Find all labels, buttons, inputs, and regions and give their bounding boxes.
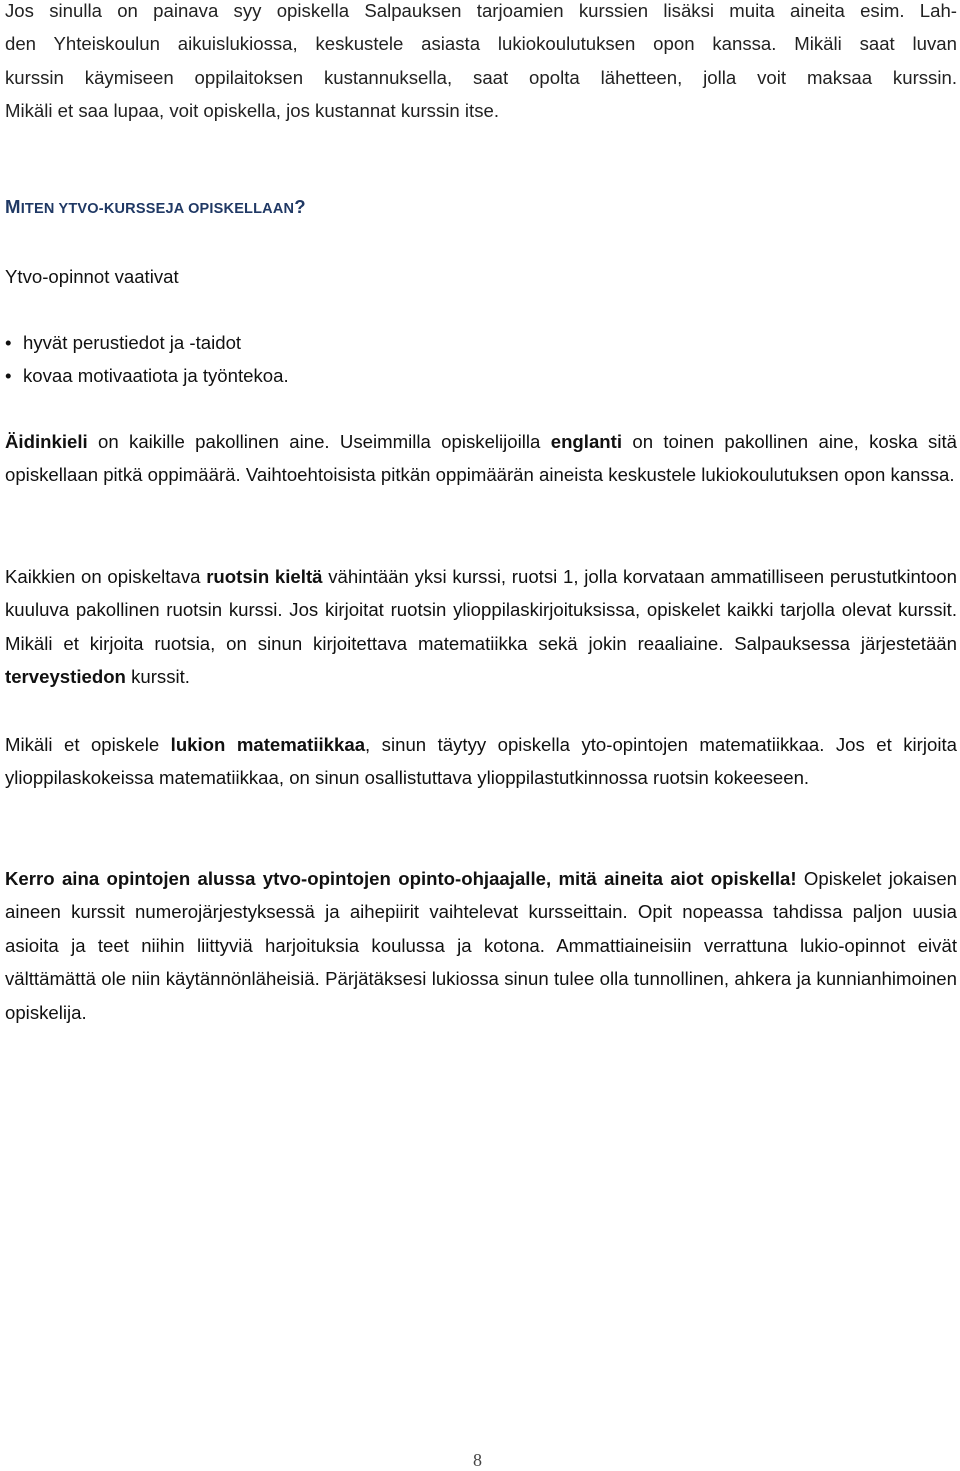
list-item-text: hyvät perustiedot ja -taidot bbox=[23, 332, 242, 353]
body-text: , sinun täytyy opiskella yto-opintojen matematiikkaa. Jos et kirjoita ylioppilaskokeissa matematiikkaa, on sinun osallistuttava ylioppilastutkinnossa ruotsin kokeeseen. bbox=[5, 734, 957, 789]
bold-text: Äidinkieli bbox=[5, 431, 88, 452]
bold-text: englanti bbox=[550, 431, 623, 452]
body-text: kurssit. bbox=[125, 666, 190, 688]
list-item bbox=[5, 359, 289, 392]
paragraph-languages bbox=[5, 425, 957, 492]
text-line: den Yhteiskoulun aikuislukiossa, keskustele asiasta lukiokoulutuksen opon kanssa. Mikäli saat luvan bbox=[5, 33, 957, 55]
text-line: Mikäli et saa lupaa, voit opiskella, jos kustannat kurssin itse. bbox=[5, 100, 500, 122]
heading-part: YTVO bbox=[58, 201, 99, 217]
heading-part: - bbox=[98, 201, 104, 217]
bullet-icon: • bbox=[5, 365, 12, 386]
paragraph-intro bbox=[5, 0, 957, 128]
requirements-list bbox=[5, 326, 289, 392]
bold-text: ruotsin kieltä bbox=[206, 566, 323, 587]
list-item-text: kovaa motivaatiota ja työntekoa. bbox=[23, 365, 289, 386]
text-line: Jos sinulla on painava syy opiskella Salpauksen tarjoamien kurssien lisäksi muita aineita esim. Lah- bbox=[5, 0, 957, 21]
body-text: Kaikkien on opiskeltava bbox=[5, 566, 207, 587]
body-text: Opiskelet jokaisen aineen kurssit numerojärjestyksessä ja aihepiirit vaihtelevat kursseittain. Opit nopeassa tahdissa paljon uusia asioita ja teet niihin liittyviä harjoituksia koulussa ja kotona. Ammattiaineisiin verrattuna lukio-opinnot eivät välttämättä ole niin käytännönläheisiä. Pärjätäksesi lukiossa sinun tulee olla tunnollinen, ahkera ja kunnianhimoinen opiskelija. bbox=[5, 868, 957, 1023]
heading-part: M bbox=[5, 196, 21, 217]
bold-text: lukion matematiikkaa bbox=[170, 734, 366, 755]
section-heading bbox=[5, 196, 306, 218]
heading-part: ? bbox=[294, 196, 306, 217]
body-text: on toinen pakollinen aine, koska sitä opiskellaan pitkä oppimäärä. Vaihtoehtoisista pitkän oppimäärän aineista keskustele lukiokoulutuksen opon kanssa. bbox=[5, 431, 957, 486]
bold-text: terveystiedon bbox=[5, 666, 126, 688]
paragraph-swedish bbox=[5, 560, 957, 694]
bullet-icon: • bbox=[5, 332, 12, 353]
requirements-intro: Ytvo-opinnot vaativat bbox=[5, 266, 179, 287]
bold-text: Kerro aina opintojen alussa ytvo-opintojen opinto-ohjaajalle, mitä aineita aiot opiskella! bbox=[5, 868, 797, 889]
list-item bbox=[5, 326, 289, 359]
heading-part: ITEN bbox=[20, 201, 59, 217]
text-line: kurssin käymiseen oppilaitoksen kustannuksella, saat opolta lähetteen, jolla voit maksaa kurssin. bbox=[5, 66, 957, 88]
body-text: vähintään yksi kurssi, ruotsi 1, jolla korvataan ammatilliseen perustutkintoon kuuluva pakollinen ruotsin kurssi. Jos kirjoitat ruotsin ylioppilaskirjoituksissa, opiskelet kaikki tarjolla olevat kurssit. Mikäli et kirjoita ruotsia, on sinun kirjoitettava matematiikka sekä jokin reaaliaine. Salpauksessa järjestetään bbox=[5, 566, 957, 654]
body-text: Mikäli et opiskele bbox=[5, 734, 171, 755]
paragraph-advice bbox=[5, 862, 957, 1029]
heading-part: KURSSEJA OPISKELLAAN bbox=[103, 201, 295, 217]
body-text: on kaikille pakollinen aine. Useimmilla opiskelijoilla bbox=[87, 431, 551, 452]
page-number: 8 bbox=[473, 1450, 482, 1470]
paragraph-mathematics bbox=[5, 728, 957, 795]
